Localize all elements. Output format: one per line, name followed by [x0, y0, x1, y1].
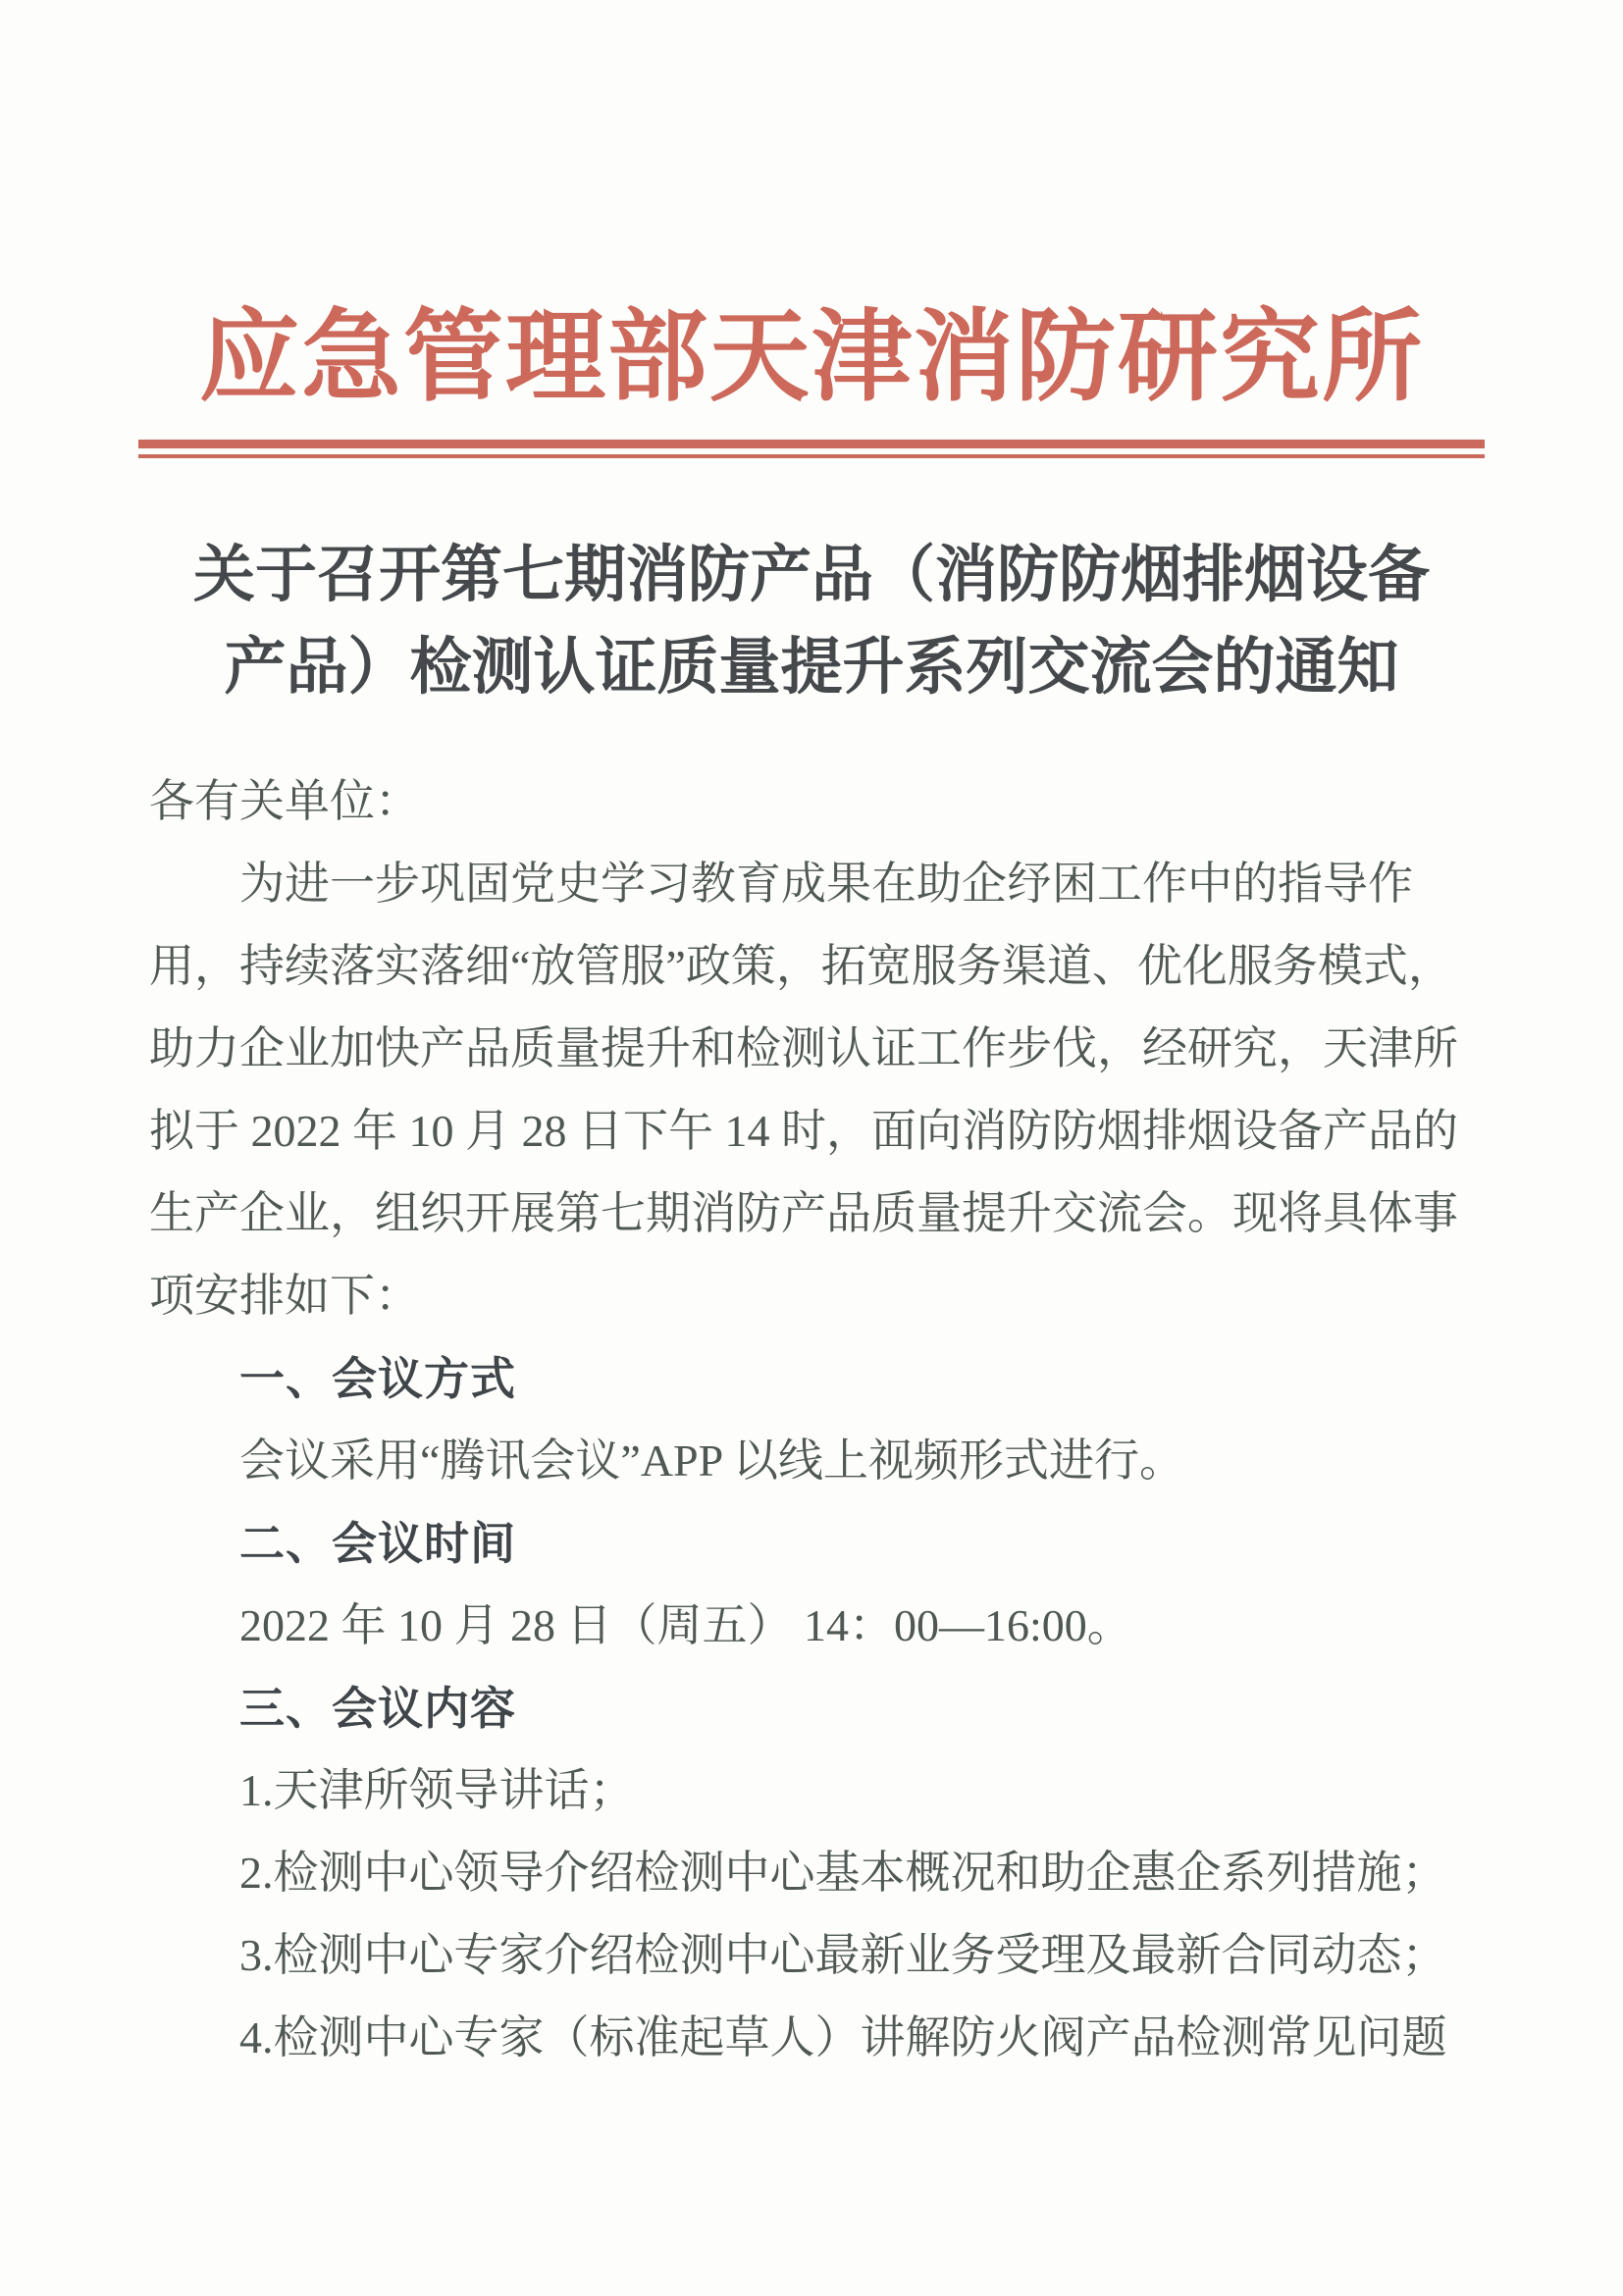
- notice-title-line2: 产品）检测认证质量提升系列交流会的通知: [224, 633, 1399, 702]
- paragraph-line: 助力企业加快产品质量提升和检测认证工作步伐，经研究，天津所: [149, 1023, 1458, 1073]
- section-heading-meeting-method: 一、会议方式: [239, 1353, 516, 1404]
- notice-title-line1: 关于召开第七期消防产品（消防防烟排烟设备: [193, 541, 1430, 609]
- divider-rule-thin: [138, 454, 1485, 458]
- divider-rule-thick: [138, 440, 1485, 448]
- list-item: 2.检测中心领导介绍检测中心基本概况和助企惠企系列措施；: [239, 1848, 1447, 1898]
- salutation: 各有关单位：: [149, 776, 420, 826]
- letterhead-title: 应急管理部天津消防研究所: [199, 303, 1424, 414]
- list-item: 3.检测中心专家介绍检测中心最新业务受理及最新合同动态；: [239, 1930, 1447, 1980]
- paragraph-line: 用，持续落实落细“放管服”政策，拓宽服务渠道、优化服务模式，: [149, 941, 1453, 991]
- paragraph-line: 项安排如下：: [149, 1271, 420, 1321]
- section-heading-meeting-content: 三、会议内容: [239, 1683, 516, 1734]
- notice-body: [0, 760, 1623, 2079]
- letterhead-divider: [138, 440, 1485, 458]
- paragraph-line: 为进一步巩固党史学习教育成果在助企纾困工作中的指导作: [239, 859, 1413, 909]
- section-line: 会议采用“腾讯会议”APP 以线上视频形式进行。: [239, 1435, 1185, 1486]
- list-item: 1.天津所领导讲话；: [239, 1765, 635, 1815]
- paragraph-line: 拟于 2022 年 10 月 28 日下午 14 时，面向消防防烟排烟设备产品的: [149, 1106, 1458, 1156]
- section-line: 2022 年 10 月 28 日（周五） 14：00—16:00。: [239, 1600, 1132, 1650]
- paragraph-line: 生产企业，组织开展第七期消防产品质量提升交流会。现将具体事: [149, 1188, 1458, 1238]
- notice-title: [0, 529, 1623, 713]
- section-heading-meeting-time: 二、会议时间: [239, 1518, 516, 1569]
- list-item: 4.检测中心专家（标准起草人）讲解防火阀产品检测常见问题: [239, 2012, 1447, 2062]
